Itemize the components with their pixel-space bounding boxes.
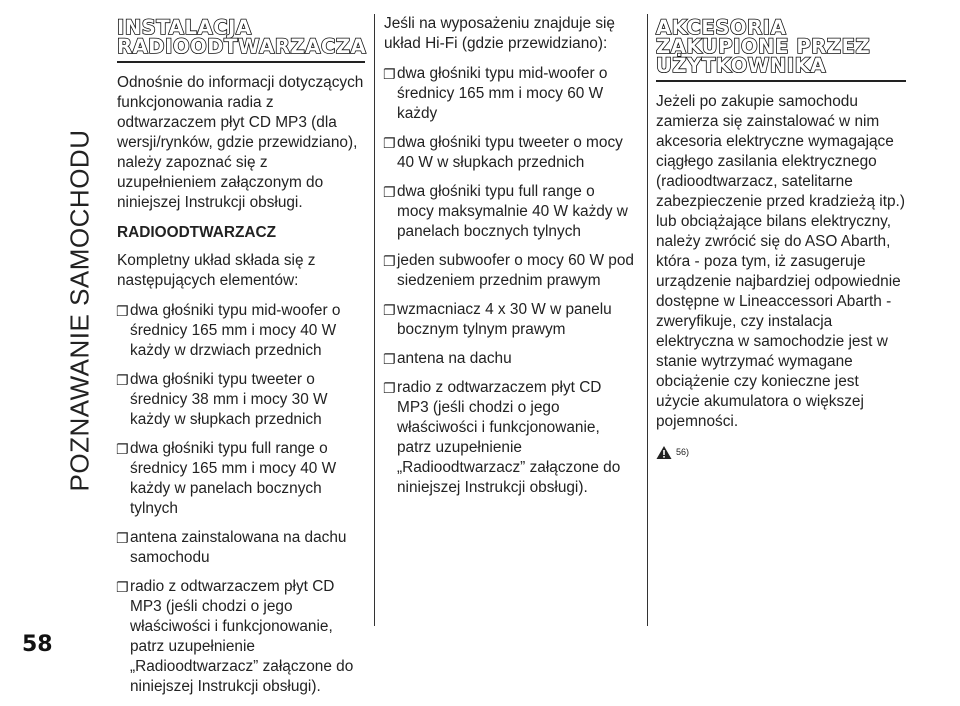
lead-paragraph: Kompletny układ składa się z następujących elementów: — [117, 252, 316, 289]
list-item: ❐ dwa głośniki typu mid-woofer o średnicy 165 mm i mocy 40 W każdy w drzwiach przednich — [116, 302, 341, 359]
checkbox-bullet-icon: ❐ — [116, 372, 129, 388]
checkbox-bullet-icon: ❐ — [383, 253, 396, 269]
section-title-vertical: POZNAWANIE SAMOCHODU — [64, 129, 95, 491]
accessories-paragraph: Jeżeli po zakupie samochodu zamierza się zainstalować w nim akcesoria elektryczne wymagające ciągłego zasilania elektrycznego (radioodtwarzacz, satelitarne zabezpieczenie przed kradzieżą itp.) lub obciążające bilans elektryczny, należy zwrócić się do ASO Abarth, która - poza tym, iż zasugeruje urządzenie najbardziej odpowiednie dostępne w Lineaccessori Abarth - zweryfikuje, czy instalacja elektryczna w samochodzie jest w stanie wytrzymać wymagane obciążenie czy konieczne jest użycie akumulatora o większej pojemności. — [656, 93, 905, 430]
list-item: ❐ radio z odtwarzaczem płyt CD MP3 (jeśli chodzi o jego właściwości i funkcjonowanie, patrz uzupełnienie „Radioodtwarzacz” załączone do niniejszej Instrukcji obsługi). — [383, 379, 621, 496]
list-item: ❐ radio z odtwarzaczem płyt CD MP3 (jeśli chodzi o jego właściwości i funkcjonowanie, patrz uzupełnienie „Radioodtwarzacz” załączone do niniejszej Instrukcji obsługi). — [116, 578, 354, 695]
list-item: ❐ dwa głośniki typu tweeter o mocy 40 W w słupkach przednich — [383, 134, 623, 171]
section-heading-accessories: AKCESORIA ZAKUPIONE PRZEZ UŻYTKOWNIKA — [656, 18, 906, 82]
checkbox-bullet-icon: ❐ — [383, 302, 396, 318]
warning-reference — [656, 442, 906, 462]
list-item: ❐ dwa głośniki typu tweeter o średnicy 38 mm i mocy 30 W każdy w słupkach przednich — [116, 371, 328, 428]
list-item: ❐ wzmacniacz 4 x 30 W w panelu bocznym tylnym prawym — [383, 301, 612, 338]
intro-paragraph: Odnośnie do informacji dotyczących funkcjonowania radia z odtwarzaczem płyt CD MP3 (dla wersji/rynków, gdzie przewidziano), należy zapoznać się z uzupełnieniem załączonym do niniejszej Instrukcji obsługi. — [117, 74, 364, 211]
list-item: ❐ antena na dachu — [383, 350, 512, 367]
checkbox-bullet-icon: ❐ — [116, 303, 129, 319]
checkbox-bullet-icon: ❐ — [383, 184, 396, 200]
column-divider — [374, 14, 375, 626]
checkbox-bullet-icon: ❐ — [383, 66, 396, 82]
column-3 — [656, 14, 906, 462]
hifi-component-list — [384, 64, 634, 498]
subheading-radio: RADIOODTWARZACZ — [117, 224, 277, 241]
list-item: ❐ jeden subwoofer o mocy 60 W pod siedzeniem przednim prawym — [383, 252, 634, 289]
checkbox-bullet-icon: ❐ — [383, 135, 396, 151]
checkbox-bullet-icon: ❐ — [116, 530, 129, 546]
warning-reference-number: 56) — [676, 447, 690, 457]
section-side-tab — [58, 20, 102, 600]
hifi-lead-paragraph: Jeśli na wyposażeniu znajduje się układ Hi-Fi (gdzie przewidziano): — [384, 15, 615, 52]
list-item: ❐ dwa głośniki typu full range o mocy maksymalnie 40 W każdy w panelach bocznych tylnych — [383, 183, 628, 240]
list-item: ❐ dwa głośniki typu mid-woofer o średnicy 165 mm i mocy 60 W każdy — [383, 65, 608, 122]
list-item: ❐ antena zainstalowana na dachu samochodu — [116, 529, 347, 566]
page-number: 58 — [22, 632, 53, 657]
warning-triangle-icon — [656, 445, 672, 460]
column-2 — [384, 14, 634, 507]
section-heading-radio-installation: INSTALACJA RADIOODTWARZACZA — [117, 18, 365, 63]
checkbox-bullet-icon: ❐ — [383, 351, 396, 367]
column-divider — [647, 14, 648, 626]
component-list — [117, 301, 365, 697]
column-1 — [117, 14, 365, 706]
checkbox-bullet-icon: ❐ — [116, 579, 129, 595]
list-item: ❐ dwa głośniki typu full range o średnicy 165 mm i mocy 40 W każdy w panelach bocznych tylnych — [116, 440, 337, 517]
checkbox-bullet-icon: ❐ — [383, 380, 396, 396]
checkbox-bullet-icon: ❐ — [116, 441, 129, 457]
